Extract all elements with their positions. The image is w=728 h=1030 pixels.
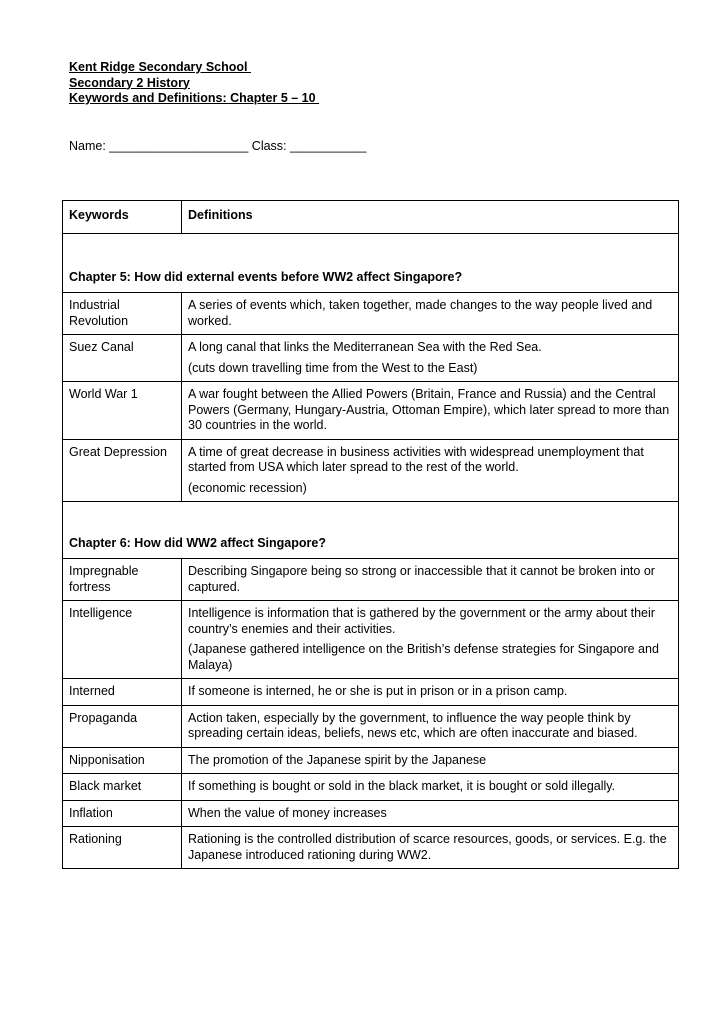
definition-text: When the value of money increases: [188, 805, 387, 820]
worksheet-topic: Keywords and Definitions: Chapter 5 – 10: [69, 91, 320, 105]
keyword-cell: Black market: [63, 774, 182, 801]
chapter-5-heading-row: [63, 234, 679, 293]
table-row: [63, 293, 679, 335]
table-row: [63, 335, 679, 382]
definition-cell: [182, 335, 679, 382]
definition-text: Describing Singapore being so strong or inaccessible that it cannot be broken into or captured.: [188, 564, 655, 594]
definition-cell: [182, 774, 679, 801]
definition-cell: [182, 382, 679, 440]
definition-text: If someone is interned, he or she is put in prison or in a prison camp.: [188, 684, 568, 698]
definitions-column-header: Definitions: [182, 201, 679, 234]
definition-text: If something is bought or sold in the black market, it is bought or sold illegally.: [188, 779, 616, 793]
table-row: [63, 800, 679, 827]
keyword-cell: Propaganda: [63, 705, 182, 747]
definition-text: A time of great decrease in business activities with widespread unemployment that started from USA which later spread to the rest of the world.: [188, 444, 644, 474]
table-header-row: [63, 201, 679, 234]
definition-note: (Japanese gathered intelligence on the British’s defense strategies for Singapore and Malaya): [188, 642, 659, 672]
definition-note: (economic recession): [188, 480, 307, 495]
keyword-cell: Impregnable fortress: [63, 559, 182, 601]
table-row: [63, 559, 679, 601]
table-row: [63, 827, 679, 869]
definition-text: The promotion of the Japanese spirit by the Japanese: [188, 752, 487, 767]
definition-cell: [182, 601, 679, 679]
keywords-column-header: Keywords: [63, 201, 182, 234]
definition-cell: [182, 747, 679, 774]
keyword-cell: Intelligence: [63, 601, 182, 679]
table-row: [63, 439, 679, 502]
name-class-line: Name: ____________________ Class: ___________: [69, 139, 367, 153]
keyword-cell: World War 1: [63, 382, 182, 440]
definition-text: A series of events which, taken together, made changes to the way people lived and worked.: [188, 298, 653, 328]
chapter-6-heading-row: [63, 502, 679, 559]
table-row: [63, 679, 679, 706]
definition-cell: [182, 705, 679, 747]
definition-text: A long canal that links the Mediterranean Sea with the Red Sea.: [188, 340, 542, 354]
keyword-cell: Suez Canal: [63, 335, 182, 382]
document-header: [69, 60, 319, 107]
school-name: Kent Ridge Secondary School: [69, 60, 251, 74]
keyword-cell: Rationing: [63, 827, 182, 869]
definition-cell: [182, 827, 679, 869]
table-row: [63, 601, 679, 679]
table-row: [63, 774, 679, 801]
definition-text: Intelligence is information that is gathered by the government or the army about their country’s enemies and their activities.: [188, 606, 655, 636]
keyword-cell: Inflation: [63, 800, 182, 827]
definition-text: Rationing is the controlled distribution of scarce resources, goods, or services. E.g. the Japanese introduced rationing during WW2.: [188, 832, 667, 862]
chapter-heading: Chapter 6: How did WW2 affect Singapore?: [63, 502, 679, 559]
definition-text: Action taken, especially by the government, to influence the way people think by spreading certain ideas, beliefs, news etc, which are often inaccurate and biased.: [188, 710, 638, 740]
definition-cell: [182, 679, 679, 706]
definition-text: A war fought between the Allied Powers (Britain, France and Russia) and the Central Powers (Germany, Hungary-Austria, Ottoman Empire), which later spread to more than 30 countries in the world.: [188, 387, 670, 432]
definition-cell: [182, 559, 679, 601]
keywords-table: [62, 200, 679, 869]
definition-cell: [182, 439, 679, 502]
subject-name: Secondary 2 History: [69, 75, 190, 90]
keyword-cell: Industrial Revolution: [63, 293, 182, 335]
table-row: [63, 705, 679, 747]
definition-cell: [182, 800, 679, 827]
table-row: [63, 747, 679, 774]
definition-cell: [182, 293, 679, 335]
chapter-heading: Chapter 5: How did external events before WW2 affect Singapore?: [63, 234, 679, 293]
keyword-cell: Great Depression: [63, 439, 182, 502]
keyword-cell: Interned: [63, 679, 182, 706]
table-row: [63, 382, 679, 440]
keyword-cell: Nipponisation: [63, 747, 182, 774]
definition-note: (cuts down travelling time from the West to the East): [188, 360, 478, 375]
